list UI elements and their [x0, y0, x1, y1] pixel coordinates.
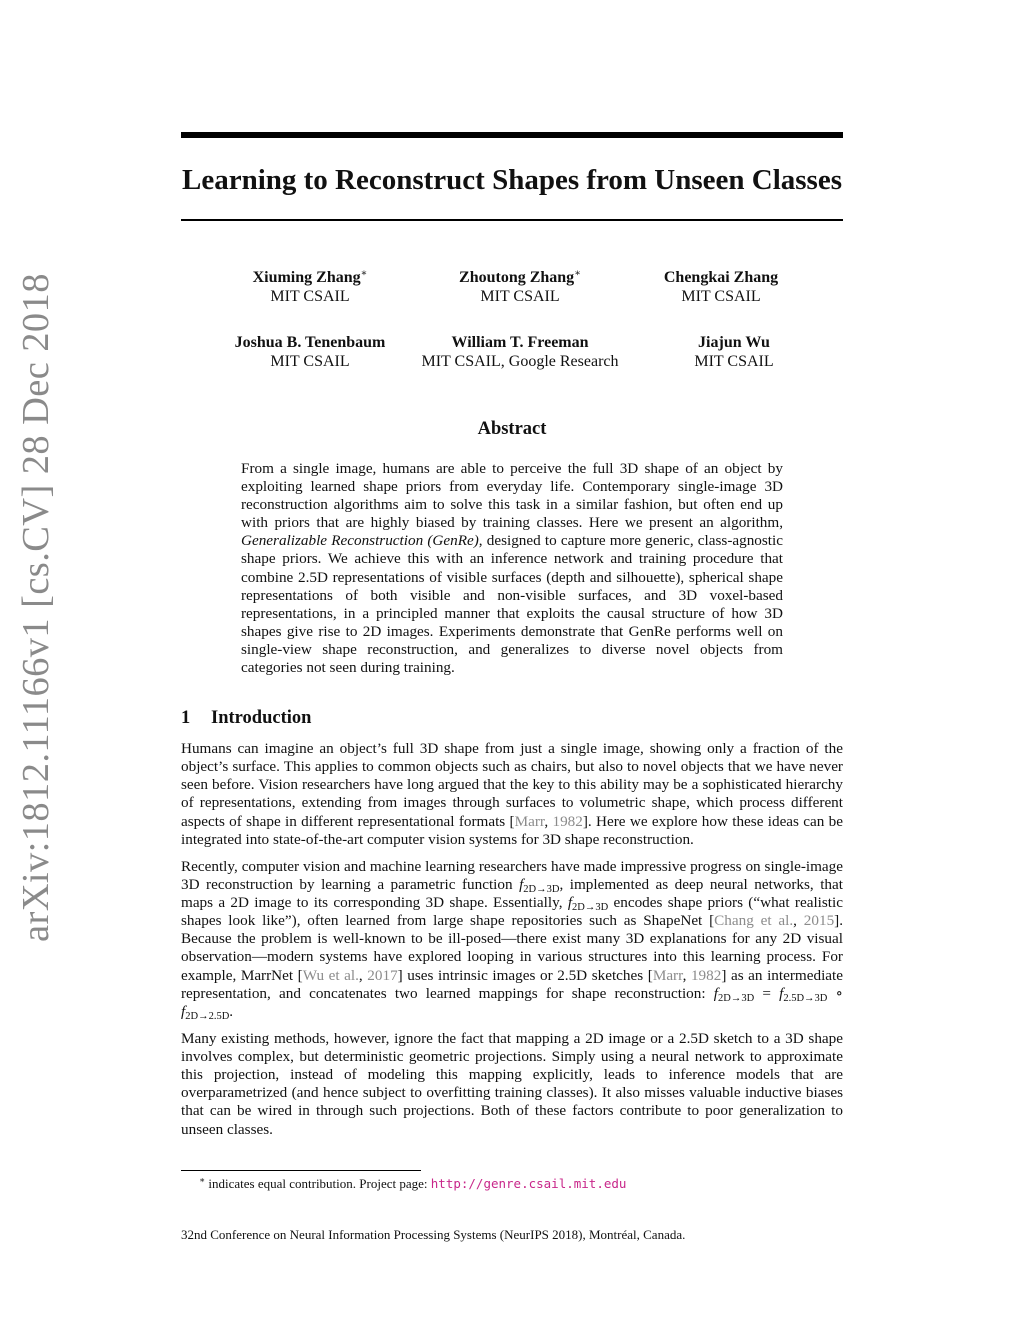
abstract-text: From a single image, humans are able to perceive the full 3D shape of an object by exploiting learned shape priors from everyday life. Contemporary single-image 3D reconstruction algorithms aim to solve this task in a similar fashion, but often end up with priors that are highly biased by training classes. Here we present an algorithm, Generalizable Reconstruction (GenRe), designed to capture more generic, class-agnostic shape priors. We achieve this with an inference network and training procedure that combine 2.5D representations of visible surfaces (depth and silhouette), spherical shape representations of both visible and non-visible surfaces, and 3D voxel-based representations, in a principled manner that exploits the causal structure of how 3D shapes give rise to 2D images. Experiments demonstrate that GenRe performs well on single-view shape reconstruction, and generalizes to diverse novel objects from categories not seen during training. — [241, 460, 783, 677]
citation-link[interactable]: 2017 — [367, 966, 398, 984]
author-block — [210, 268, 410, 306]
footnote: ∗ indicates equal contribution. Project page: http://genre.csail.mit.edu — [199, 1175, 627, 1191]
author-affiliation: MIT CSAIL — [270, 288, 350, 305]
math-function: $f_{2D\to 3D}$ — [519, 875, 560, 895]
method-name: Generalizable Reconstruction (GenRe) — [241, 532, 479, 550]
abstract-heading: Abstract — [477, 419, 547, 439]
author-affiliation: MIT CSAIL — [681, 288, 761, 305]
author-block — [413, 333, 627, 371]
section-title: Introduction — [211, 708, 312, 728]
author-name: Xiuming Zhang∗ — [252, 268, 368, 286]
author-affiliation: MIT CSAIL — [694, 353, 774, 370]
author-block — [646, 268, 796, 306]
section-heading — [181, 707, 311, 729]
citation-link[interactable]: Marr — [652, 966, 683, 984]
math-function: $f_{2D\to 3D}$ — [567, 893, 609, 913]
author-affiliation: MIT CSAIL, Google Research — [421, 353, 619, 370]
author-block — [659, 333, 809, 371]
section-body — [181, 740, 843, 1147]
author-name: Joshua B. Tenenbaum — [234, 334, 386, 351]
author-name: Chengkai Zhang — [663, 269, 779, 286]
paragraph: Humans can imagine an object’s full 3D shape from just a single image, showing only a fraction of the object’s surface. This applies to common objects such as chairs, but also to novel objects that we have never seen before. Vision researchers have long argued that the key to this ability may be a sophisticated hierarchy of representations, extending from images through surfaces to volumetric shape, which process different aspects of shape in different representational formats [Marr, 1982]. Here we explore how these ideas can be integrated into state-of-the-art computer vision systems for 3D shape reconstruction. — [181, 740, 844, 848]
author-affiliation: MIT CSAIL — [480, 288, 560, 305]
footnote-rule — [181, 1170, 421, 1171]
citation-link[interactable]: 2015 — [803, 912, 835, 930]
author-block — [420, 268, 620, 306]
author-affiliation: MIT CSAIL — [270, 353, 350, 370]
title-rule-bottom — [181, 219, 843, 221]
math-equation: $f_{2D\to 3D} = f_{2.5D\to 3D}$ ∘ $f_{2D\to 2.5D}$ — [181, 984, 843, 1022]
arxiv-identifier: arXiv:1812.11166v1 [cs.CV] 28 Dec 2018 — [15, 273, 57, 942]
author-block — [210, 333, 410, 371]
section-number: 1 — [181, 708, 191, 728]
paragraph: Recently, computer vision and machine learning researchers have made impressive progress on single-image 3D reconstruction by learning a parametric function $f_{2D\to 3D}$, implemented as deep neural networks, that maps a 2D image to its corresponding 3D shape. Essentially, $f_{2D\to 3D}$ encodes shape priors (“what realistic shapes look like”), often learned from large shape repositories such as ShapeNet [Chang et al., 2015]. Because the problem is well-known to be ill-posed—there exist many 3D explanations for any 2D visual observation—modern systems have explored looping in various structures into this learning process. For example, MarrNet [Wu et al., 2017] uses intrinsic images or 2.5D sketches [Marr, 1982] as an intermediate representation, and concatenates two learned mappings for shape reconstruction: $f_{2D\to 3D} = f_{2.5D\to 3D}$ ∘ $f_{2D\to 2.5D}$. — [181, 857, 844, 1022]
citation-link[interactable]: Marr — [514, 812, 545, 830]
citation-link[interactable]: 1982 — [552, 812, 583, 830]
author-name: Zhoutong Zhang∗ — [459, 268, 581, 286]
citation-link[interactable]: 1982 — [690, 966, 722, 984]
citation-link[interactable]: Wu et al. — [302, 966, 359, 984]
title-rule-top — [181, 132, 843, 138]
conference-note: 32nd Conference on Neural Information Processing Systems (NeurIPS 2018), Montréal, Canada. — [181, 1227, 686, 1242]
author-name: William T. Freeman — [451, 334, 589, 351]
citation-link[interactable]: Chang et al. — [714, 912, 794, 930]
paragraph: Many existing methods, however, ignore the fact that mapping a 2D image or a 2.5D sketch to a 3D shape involves complex, but deterministic geometric projections. Simply using a neural network to approximate this projection, instead of modeling this mapping explicitly, leads to inference models that are overparametrized (and hence subject to overfitting training classes). It also misses valuable inductive biases that can be wired in through such projections. Both of these factors contribute to poor generalization to unseen classes. — [181, 1029, 843, 1138]
author-name: Jiajun Wu — [698, 334, 770, 351]
paper-title: Learning to Reconstruct Shapes from Unseen Classes — [181, 164, 842, 196]
project-page-link[interactable]: http://genre.csail.mit.edu — [430, 1176, 627, 1191]
